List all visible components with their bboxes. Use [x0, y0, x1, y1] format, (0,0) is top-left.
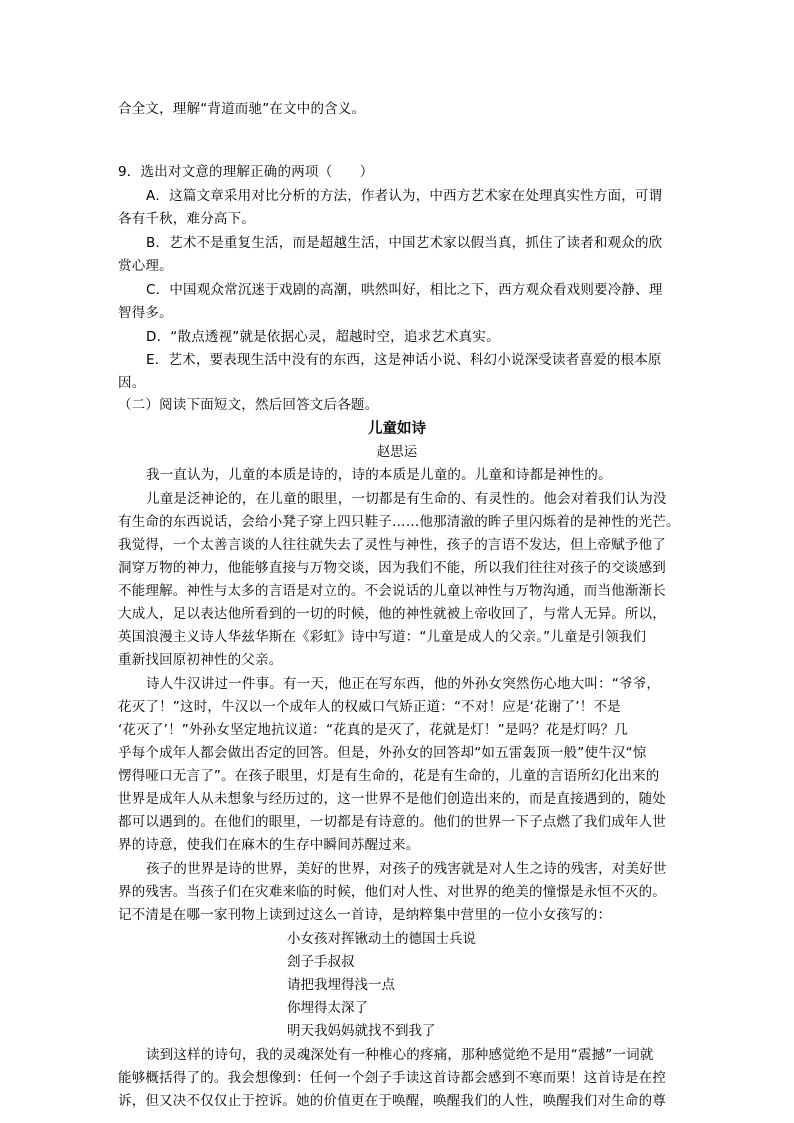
poem-line-1: 小女孩对挥锹动土的德国士兵说 [287, 931, 476, 947]
paragraph-4-line-3: 记不清是在哪一家刊物上读到过这么一首诗，是纳粹集中营里的一位小女孩写的： [118, 907, 612, 923]
paragraph-3-line-2: 花灭了！”这时，牛汉以一个成年人的权威口气矫正道：“不对！应是‘花谢了’！不是 [118, 699, 621, 715]
poem-line-3: 请把我埋得浅一点 [287, 977, 395, 993]
paragraph-3-line-3: ‘花灭了’！”外孙女坚定地抗议道：“花真的是灭了，花就是灯！”是吗？花是灯吗？几 [118, 722, 629, 738]
paragraph-2-line-1: 儿童是泛神论的，在儿童的眼里，一切都是有生命的、有灵性的。他会对着我们认为没 [146, 491, 667, 507]
option-a-line-1: A．这篇文章采用对比分析的方法，作者认为，中西方艺术家在处理真实性方面，可谓 [146, 188, 663, 204]
paragraph-3-line-4: 乎每个成年人都会做出否定的回答。但是，外孙女的回答却“如五雷轰顶一般”使牛汉“惊 [118, 745, 647, 761]
option-b-line-2: 赏心理。 [118, 258, 173, 274]
paragraph-4-line-1: 孩子的世界是诗的世界，美好的世界，对孩子的残害就是对人生之诗的残害，对美好世 [146, 861, 667, 877]
paragraph-2-line-8: 重新找回原初神性的父亲。 [118, 652, 283, 668]
option-b-line-1: B．艺术不是重复生活，而是超越生活，中国艺术家以假当真，抓住了读者和观众的欣 [146, 235, 663, 251]
paragraph-2-line-6: 大成人，足以表达他所看到的一切的时候，他的神性就被上帝收回了，与常人无异。所以， [118, 606, 666, 622]
option-c-line-2: 智得多。 [118, 305, 173, 321]
paragraph-2-line-2: 有生命的东西说话，会给小凳子穿上四只鞋子……他那清澈的眸子里闪烁着的是神性的光芒。 [118, 514, 680, 530]
closing-line-3: 诉，但又决不仅仅止于控诉。她的价值更在于唤醒，唤醒我们的人性，唤醒我们对生命的尊 [118, 1093, 666, 1109]
paragraph-3-line-5: 愣得哑口无言了”。在孩子眼里，灯是有生命的，花是有生命的，儿童的言语所幻化出来的 [118, 768, 660, 784]
poem-line-4: 你埋得太深了 [287, 1000, 368, 1016]
article-author: 赵思运 [376, 444, 418, 460]
paragraph-1-line-1: 我一直认为，儿童的本质是诗的，诗的本质是儿童的。儿童和诗都是神性的。 [146, 467, 612, 483]
option-c-line-1: C．中国观众常沉迷于戏剧的高潮，哄然叫好，相比之下，西方观众看戏则要冷静、理 [146, 282, 663, 298]
intro-line: 合全文，理解“背道而驰”在文中的含义。 [118, 101, 366, 117]
paragraph-3-line-8: 界的诗意，使我们在麻木的生存中瞬间苏醒过来。 [118, 837, 420, 853]
option-e-line-1: E．艺术，要表现生活中没有的东西，这是神话小说、科幻小说深受读者喜爱的根本原 [146, 352, 662, 368]
option-d-line-1: D．“散点透视”就是依据心灵，超越时空，追求艺术真实。 [146, 329, 500, 345]
question-stem: 9．选出对文意的理解正确的两项（ ） [118, 164, 374, 180]
closing-line-2: 能够概括得了的。我会想像到：任何一个刽子手读这首诗都会感到不寒而栗！这首诗是在控 [118, 1070, 666, 1086]
paragraph-3-line-7: 都可以遇到的。在他们的眼里，一切都是有诗意的。他们的世界一下子点燃了我们成年人世 [118, 814, 666, 830]
section-heading: （二）阅读下面短文，然后回答文后各题。 [118, 397, 379, 413]
poem-line-2: 刽子手叔叔 [287, 954, 355, 970]
paragraph-2-line-4: 洞穿万物的神力，他能够直接与万物交谈，因为我们不能，所以我们往往对孩子的交谈感到 [118, 560, 666, 576]
paragraph-2-line-7: 英国浪漫主义诗人华兹华斯在《彩虹》诗中写道：“儿童是成人的父亲。”儿童是引领我们 [118, 629, 647, 645]
paragraph-4-line-2: 界的残害。当孩子们在灾难来临的时候，他们对人性、对世界的绝美的憧憬是永恒不灭的。 [118, 884, 666, 900]
article-title: 儿童如诗 [368, 421, 426, 437]
paragraph-2-line-5: 不能理解。神性与太多的言语是对立的。不会说话的儿童以神性与万物沟通，而当他渐渐长 [118, 583, 666, 599]
paragraph-2-line-3: 我觉得，一个太善言谈的人往往就失去了灵性与神性，孩子的言语不发达，但上帝赋予他了 [118, 537, 666, 553]
paragraph-3-line-6: 世界是成年人从未想象与经历过的，这一世界不是他们创造出来的，而是直接遇到的，随处 [118, 791, 666, 807]
option-a-line-2: 各有千秋，难分高下。 [118, 211, 255, 227]
paragraph-3-line-1: 诗人牛汉讲过一件事。有一天，他正在写东西，他的外孙女突然伤心地大叫：“爷爷， [146, 676, 661, 692]
option-e-line-2: 因。 [118, 375, 146, 391]
poem-line-5: 明天我妈妈就找不到我了 [287, 1023, 436, 1039]
closing-line-1: 读到这样的诗句，我的灵魂深处有一种椎心的疼痛，那种感觉绝不是用“震撼”一词就 [146, 1047, 654, 1063]
